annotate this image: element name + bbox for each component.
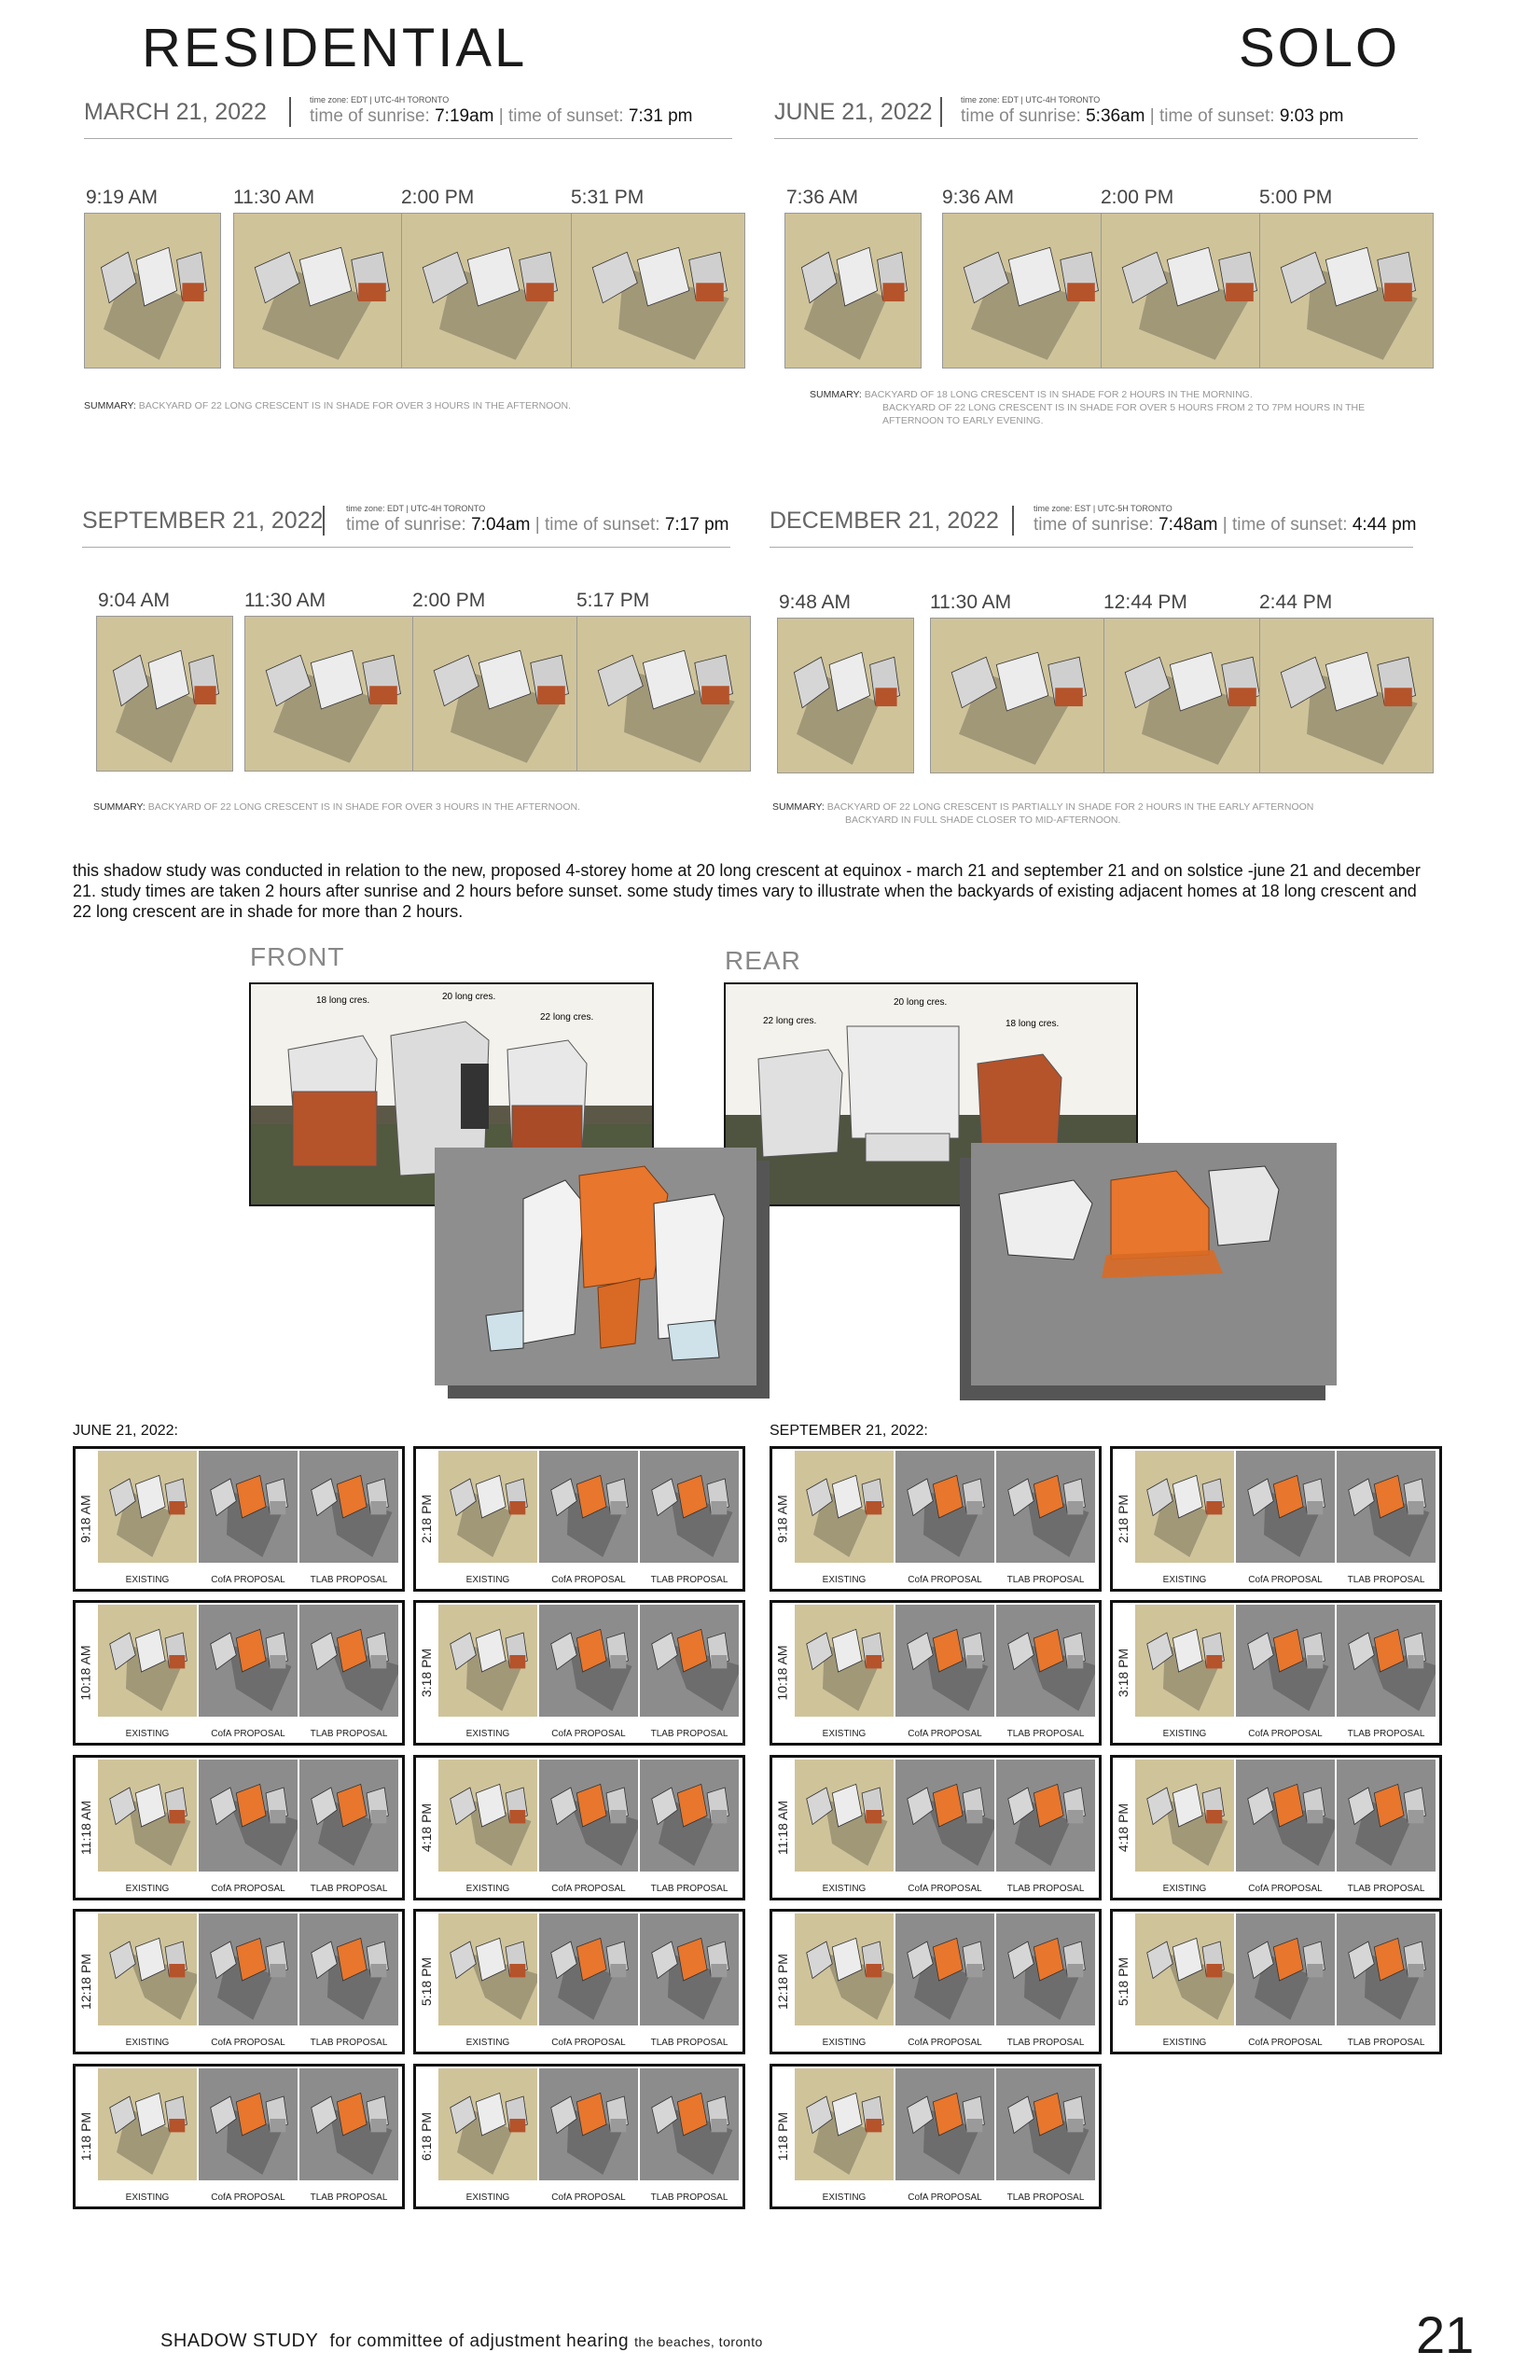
panel-label: CofA PROPOSAL [908, 1729, 982, 1739]
summary-text: BACKYARD OF 18 LONG CRESCENT IS IN SHADE FOR 2 HOURS IN THE MORNING. [864, 389, 1253, 400]
study-summary [772, 800, 1388, 827]
study-time: 2:00 PM [401, 187, 475, 208]
study-time: 5:17 PM [576, 590, 650, 611]
panel-label: TLAB PROPOSAL [650, 1729, 728, 1739]
summary-label: SUMMARY: [84, 400, 136, 411]
render-tlab [996, 1605, 1095, 1717]
massing-render-front [435, 1148, 756, 1385]
panel-time [772, 1449, 793, 1589]
panel-label: EXISTING [125, 2192, 170, 2203]
render-tlab [1337, 1451, 1436, 1563]
shadow-thumbnail [942, 213, 1117, 369]
summary-text: BACKYARD OF 22 LONG CRESCENT IS IN SHADE FOR OVER 3 HOURS IN THE AFTERNOON. [147, 801, 581, 813]
rule [84, 138, 732, 139]
study-time: 11:30 AM [244, 590, 326, 611]
page-number: 21 [1416, 2305, 1475, 2364]
render-existing [795, 1760, 894, 1872]
study-time: 9:48 AM [779, 592, 852, 613]
panel-label: TLAB PROPOSAL [310, 1729, 388, 1739]
panel-time-label: 6:18 PM [419, 2111, 435, 2162]
render-existing [1135, 1451, 1234, 1563]
render-tlab [640, 1605, 739, 1717]
panel-label: TLAB PROPOSAL [650, 2192, 728, 2203]
sunrise: 5:36am [1086, 106, 1145, 126]
panel-time [416, 1758, 437, 1898]
panel-time-label: 10:18 AM [78, 1645, 93, 1701]
render-tlab [996, 2068, 1095, 2180]
render-existing [438, 1451, 537, 1563]
panel-label: TLAB PROPOSAL [1347, 1884, 1425, 1894]
hourly-panel [73, 2064, 405, 2209]
panel-label: CofA PROPOSAL [908, 1575, 982, 1585]
render-tlab [996, 1451, 1095, 1563]
study-time: 5:00 PM [1259, 187, 1333, 208]
render-cofa [895, 2068, 994, 2180]
render-tlab [299, 1914, 398, 2025]
panel-time-label: 5:18 PM [419, 1956, 435, 2007]
panel-label: TLAB PROPOSAL [1347, 1729, 1425, 1739]
hourly-panel [770, 1446, 1102, 1592]
render-cofa [895, 1760, 994, 1872]
panel-label: EXISTING [1162, 2038, 1207, 2048]
panel-label: TLAB PROPOSAL [1347, 1575, 1425, 1585]
hourly-panel [413, 1909, 745, 2054]
sunrise-label: time of sunrise: [310, 106, 430, 126]
render-cofa [539, 1760, 638, 1872]
panel-time-label: 9:18 AM [775, 1495, 790, 1543]
render-cofa [1236, 1914, 1335, 2025]
panel-label: EXISTING [465, 1884, 510, 1894]
study-time: 11:30 AM [930, 592, 1012, 613]
panel-label: EXISTING [465, 1729, 510, 1739]
render-tlab [640, 1914, 739, 2025]
front-label: FRONT [250, 942, 345, 971]
sunrise: 7:48am [1158, 515, 1218, 535]
timezone: time zone: EDT | UTC-4H TORONTO [346, 504, 486, 513]
panel-time [76, 1758, 96, 1898]
panel-time-label: 4:18 PM [1116, 1802, 1131, 1853]
panel-label: TLAB PROPOSAL [1006, 1729, 1085, 1739]
shadow-thumbnail [576, 616, 751, 772]
hourly-panel [1110, 1755, 1442, 1900]
shadow-thumbnail [784, 213, 922, 369]
panel-label: TLAB PROPOSAL [310, 1575, 388, 1585]
render-tlab [299, 1605, 398, 1717]
panel-time [772, 1912, 793, 2052]
study-time: 7:36 AM [786, 187, 859, 208]
panel-time-label: 10:18 AM [775, 1645, 790, 1701]
panel-label: EXISTING [822, 1729, 867, 1739]
study-time: 9:19 AM [86, 187, 159, 208]
panel-label: EXISTING [125, 2038, 170, 2048]
shadow-thumbnail [84, 213, 221, 369]
hourly-panel [413, 1600, 745, 1746]
front-label-22: 22 long cres. [540, 1012, 594, 1023]
panel-label: EXISTING [465, 2192, 510, 2203]
summary-text-2: BACKYARD OF 22 LONG CRESCENT IS IN SHADE FOR OVER 5 HOURS FROM 2 TO 7PM HOURS IN THE AFTERNOON TO EARLY EVENING. [882, 402, 1366, 426]
render-existing [98, 1451, 197, 1563]
hourly-panel [1110, 1909, 1442, 2054]
render-tlab [1337, 1605, 1436, 1717]
front-label-20: 20 long cres. [442, 992, 496, 1002]
render-existing [98, 2068, 197, 2180]
footer-sub1: for committee of adjustment hearing [329, 2331, 630, 2351]
divider [1012, 506, 1014, 536]
panel-time [1113, 1758, 1133, 1898]
panel-time [1113, 1449, 1133, 1589]
panel-label: TLAB PROPOSAL [1006, 1575, 1085, 1585]
summary-text-2: BACKYARD IN FULL SHADE CLOSER TO MID-AFTERNOON. [845, 814, 1121, 826]
panel-time [772, 1758, 793, 1898]
divider [940, 97, 942, 127]
sunset: 4:44 pm [1352, 515, 1417, 535]
sunset-label: time of sunset: [1231, 515, 1348, 535]
render-cofa [1236, 1605, 1335, 1717]
summary-text: BACKYARD OF 22 LONG CRESCENT IS IN SHADE FOR OVER 3 HOURS IN THE AFTERNOON. [138, 400, 572, 411]
render-existing [438, 1760, 537, 1872]
june-grid-title: JUNE 21, 2022: [73, 1423, 178, 1439]
panel-label: EXISTING [1162, 1884, 1207, 1894]
study-time: 9:36 AM [942, 187, 1015, 208]
footer-main: SHADOW STUDY [160, 2331, 319, 2351]
panel-label: EXISTING [822, 2038, 867, 2048]
render-existing [1135, 1760, 1234, 1872]
panel-label: EXISTING [822, 2192, 867, 2203]
page-title: RESIDENTIAL [142, 18, 528, 78]
panel-time [772, 1603, 793, 1743]
study-time: 12:44 PM [1103, 592, 1187, 613]
hourly-panel [413, 1755, 745, 1900]
study-time: 11:30 AM [233, 187, 315, 208]
render-tlab [299, 1760, 398, 1872]
panel-label: TLAB PROPOSAL [310, 2038, 388, 2048]
study-date: SEPTEMBER 21, 2022 [82, 508, 324, 534]
panel-label: CofA PROPOSAL [551, 1575, 626, 1585]
shadow-thumbnail [1101, 213, 1275, 369]
summary-text: BACKYARD OF 22 LONG CRESCENT IS PARTIALLY IN SHADE FOR 2 HOURS IN THE EARLY AFTERNOON [826, 801, 1314, 813]
panel-label: TLAB PROPOSAL [1006, 2192, 1085, 2203]
panel-label: EXISTING [125, 1729, 170, 1739]
rear-label: REAR [725, 946, 801, 975]
shadow-thumbnail [244, 616, 419, 772]
panel-label: CofA PROPOSAL [1248, 1884, 1323, 1894]
render-cofa [199, 1914, 298, 2025]
panel-label: EXISTING [1162, 1575, 1207, 1585]
hourly-panel [770, 1909, 1102, 2054]
panel-time-label: 11:18 AM [78, 1800, 93, 1856]
panel-time-label: 3:18 PM [419, 1648, 435, 1698]
divider [289, 97, 291, 127]
render-existing [795, 1451, 894, 1563]
panel-label: TLAB PROPOSAL [1347, 2038, 1425, 2048]
sunrise: 7:19am [435, 106, 494, 126]
render-cofa [539, 1914, 638, 2025]
panel-time-label: 2:18 PM [419, 1494, 435, 1544]
render-cofa [199, 1760, 298, 1872]
panel-label: CofA PROPOSAL [551, 2038, 626, 2048]
render-existing [1135, 1605, 1234, 1717]
render-tlab [1337, 1914, 1436, 2025]
panel-label: TLAB PROPOSAL [650, 2038, 728, 2048]
panel-label: CofA PROPOSAL [1248, 2038, 1323, 2048]
panel-time [76, 1912, 96, 2052]
study-date: DECEMBER 21, 2022 [770, 508, 999, 534]
panel-time [76, 1603, 96, 1743]
render-cofa [199, 2068, 298, 2180]
render-cofa [199, 1605, 298, 1717]
render-existing [438, 1605, 537, 1717]
panel-label: TLAB PROPOSAL [1006, 1884, 1085, 1894]
panel-time-label: 1:18 PM [78, 2111, 94, 2162]
hourly-panel [413, 2064, 745, 2209]
summary-label: SUMMARY: [772, 801, 825, 813]
footer-sub2: the beaches, toronto [634, 2334, 763, 2349]
sunset: 7:31 pm [628, 106, 693, 126]
render-cofa [539, 2068, 638, 2180]
panel-label: CofA PROPOSAL [211, 1729, 285, 1739]
rear-label-22: 22 long cres. [763, 1016, 817, 1026]
panel-time-label: 12:18 PM [78, 1954, 93, 2010]
render-cofa [1236, 1451, 1335, 1563]
render-cofa [895, 1605, 994, 1717]
sunset: 7:17 pm [664, 515, 729, 535]
panel-label: CofA PROPOSAL [211, 2038, 285, 2048]
render-cofa [539, 1605, 638, 1717]
sunset-label: time of sunset: [544, 515, 660, 535]
hourly-panel [73, 1909, 405, 2054]
panel-time-label: 9:18 AM [78, 1495, 93, 1543]
rule [770, 547, 1413, 548]
panel-label: CofA PROPOSAL [551, 2192, 626, 2203]
panel-time [76, 2067, 96, 2206]
hourly-panel [1110, 1600, 1442, 1746]
shadow-thumbnail [1259, 618, 1434, 773]
render-existing [438, 1914, 537, 2025]
panel-label: EXISTING [465, 2038, 510, 2048]
panel-label: TLAB PROPOSAL [650, 1884, 728, 1894]
panel-label: EXISTING [465, 1575, 510, 1585]
hourly-panel [1110, 1446, 1442, 1592]
study-time: 2:00 PM [1101, 187, 1174, 208]
footer [160, 2331, 763, 2352]
panel-label: EXISTING [822, 1575, 867, 1585]
timezone: time zone: EDT | UTC-4H TORONTO [310, 95, 450, 104]
panel-label: CofA PROPOSAL [551, 1884, 626, 1894]
panel-label: CofA PROPOSAL [211, 1884, 285, 1894]
study-date: JUNE 21, 2022 [774, 99, 933, 125]
study-time: 5:31 PM [571, 187, 645, 208]
panel-time-label: 5:18 PM [1116, 1956, 1131, 2007]
sun-times: time of sunrise: 7:19am | time of sunset: 7:31 pm [310, 106, 693, 126]
study-summary [93, 800, 709, 814]
shadow-thumbnail [571, 213, 745, 369]
panel-label: TLAB PROPOSAL [310, 2192, 388, 2203]
panel-label: EXISTING [125, 1575, 170, 1585]
hourly-panel [770, 1600, 1102, 1746]
panel-label: CofA PROPOSAL [1248, 1575, 1323, 1585]
sunrise-label: time of sunrise: [346, 515, 466, 535]
study-summary [84, 399, 718, 412]
shadow-thumbnail [233, 213, 408, 369]
render-tlab [640, 1451, 739, 1563]
sun-times: time of sunrise: 7:04am | time of sunset: 7:17 pm [346, 515, 729, 535]
sunset-label: time of sunset: [1158, 106, 1275, 126]
hourly-panel [770, 2064, 1102, 2209]
sun-times: time of sunrise: 7:48am | time of sunset: 4:44 pm [1034, 515, 1417, 535]
study-description: this shadow study was conducted in relation to the new, proposed 4-storey home at 20 long crescent at equinox - march 21 and september 21 and on solstice -june 21 and december 21. study times are taken 2 hours after sunrise and 2 hours before sunset. some study times vary to illustrate when the backyards of existing adjacent homes at 18 long crescent and 22 long crescent are in shade for more than 2 hours. [73, 861, 1421, 921]
render-existing [98, 1760, 197, 1872]
render-tlab [299, 2068, 398, 2180]
sunset: 9:03 pm [1279, 106, 1344, 126]
panel-label: CofA PROPOSAL [211, 1575, 285, 1585]
panel-time [416, 1912, 437, 2052]
panel-time-label: 4:18 PM [419, 1802, 435, 1853]
shadow-thumbnail [1103, 618, 1278, 773]
panel-label: EXISTING [1162, 1729, 1207, 1739]
sun-times: time of sunrise: 5:36am | time of sunset: 9:03 pm [961, 106, 1344, 126]
panel-time [76, 1449, 96, 1589]
hourly-panel [73, 1600, 405, 1746]
summary-label: SUMMARY: [810, 389, 862, 400]
render-existing [438, 2068, 537, 2180]
panel-label: CofA PROPOSAL [908, 2038, 982, 2048]
panel-label: CofA PROPOSAL [551, 1729, 626, 1739]
panel-time [416, 1603, 437, 1743]
render-existing [98, 1914, 197, 2025]
september-grid-title: SEPTEMBER 21, 2022: [770, 1423, 928, 1439]
hourly-panel [73, 1755, 405, 1900]
panel-label: CofA PROPOSAL [211, 2192, 285, 2203]
study-time: 9:04 AM [98, 590, 171, 611]
sunrise-label: time of sunrise: [1034, 515, 1154, 535]
hourly-panel [73, 1446, 405, 1592]
timezone: time zone: EST | UTC-5H TORONTO [1034, 504, 1172, 513]
divider [323, 506, 325, 536]
panel-time [416, 1449, 437, 1589]
render-existing [795, 1914, 894, 2025]
render-tlab [996, 1914, 1095, 2025]
render-cofa [895, 1451, 994, 1563]
render-tlab [996, 1760, 1095, 1872]
panel-label: CofA PROPOSAL [908, 1884, 982, 1894]
shadow-thumbnail [930, 618, 1104, 773]
render-existing [795, 2068, 894, 2180]
panel-label: TLAB PROPOSAL [310, 1884, 388, 1894]
panel-time [416, 2067, 437, 2206]
study-time: 2:00 PM [412, 590, 486, 611]
render-existing [795, 1605, 894, 1717]
panel-time-label: 11:18 AM [775, 1800, 790, 1856]
panel-label: EXISTING [822, 1884, 867, 1894]
render-tlab [299, 1451, 398, 1563]
panel-label: CofA PROPOSAL [1248, 1729, 1323, 1739]
panel-time-label: 1:18 PM [775, 2111, 791, 2162]
shadow-thumbnail [1259, 213, 1434, 369]
front-label-18: 18 long cres. [316, 995, 370, 1006]
rear-label-18: 18 long cres. [1006, 1019, 1060, 1029]
hourly-panel [770, 1755, 1102, 1900]
render-cofa [539, 1451, 638, 1563]
rule [82, 547, 730, 548]
panel-label: CofA PROPOSAL [908, 2192, 982, 2203]
render-existing [1135, 1914, 1234, 2025]
summary-label: SUMMARY: [93, 801, 146, 813]
study-time: 2:44 PM [1259, 592, 1333, 613]
page-subtitle: SOLO [1239, 18, 1401, 78]
render-tlab [640, 2068, 739, 2180]
panel-time-label: 12:18 PM [775, 1954, 790, 2010]
hourly-panel [413, 1446, 745, 1592]
panel-time [1113, 1912, 1133, 2052]
sunrise: 7:04am [471, 515, 531, 535]
shadow-thumbnail [777, 618, 914, 773]
render-tlab [640, 1760, 739, 1872]
render-existing [98, 1605, 197, 1717]
sunset-label: time of sunset: [507, 106, 624, 126]
timezone: time zone: EDT | UTC-4H TORONTO [961, 95, 1101, 104]
panel-label: TLAB PROPOSAL [650, 1575, 728, 1585]
render-cofa [199, 1451, 298, 1563]
study-date: MARCH 21, 2022 [84, 99, 267, 125]
panel-time-label: 3:18 PM [1116, 1648, 1131, 1698]
panel-time [772, 2067, 793, 2206]
panel-time [1113, 1603, 1133, 1743]
render-tlab [1337, 1760, 1436, 1872]
render-cofa [895, 1914, 994, 2025]
shadow-thumbnail [412, 616, 587, 772]
shadow-thumbnail [96, 616, 233, 772]
sunrise-label: time of sunrise: [961, 106, 1081, 126]
rear-label-20: 20 long cres. [894, 997, 948, 1008]
study-summary [810, 388, 1425, 427]
panel-label: EXISTING [125, 1884, 170, 1894]
rule [774, 138, 1418, 139]
shadow-thumbnail [401, 213, 576, 369]
panel-label: TLAB PROPOSAL [1006, 2038, 1085, 2048]
render-cofa [1236, 1760, 1335, 1872]
panel-time-label: 2:18 PM [1116, 1494, 1131, 1544]
massing-render-rear [971, 1143, 1337, 1385]
